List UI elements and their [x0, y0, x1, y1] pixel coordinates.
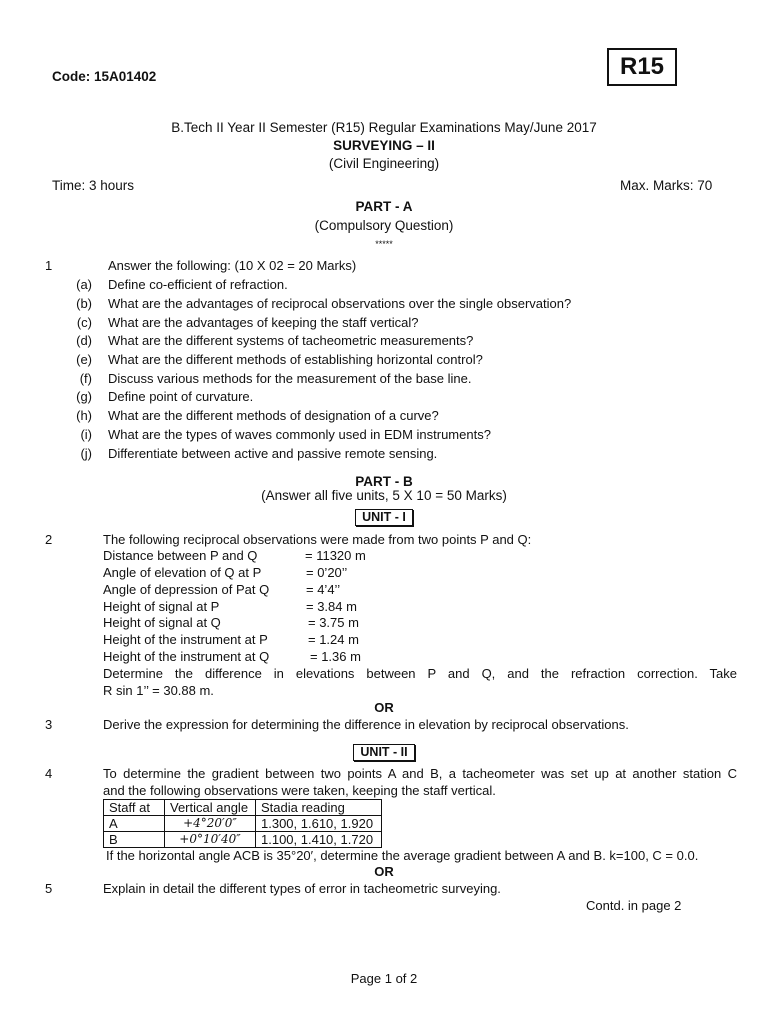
question-3-text: Derive the expression for determining the difference in elevation by reciprocal observations.: [103, 717, 629, 732]
question-number-4: 4: [45, 766, 53, 781]
list-item: Discuss various methods for the measurement of the base line.: [108, 371, 472, 386]
list-item-label: (g): [76, 389, 92, 404]
list-item-label: (f): [79, 371, 92, 386]
list-item-label: (d): [76, 333, 92, 348]
list-item-label: (j): [80, 446, 92, 461]
data-value: = 1.24 m: [308, 632, 359, 647]
data-label: Angle of depression of Pat Q: [103, 582, 270, 597]
column-header: Staff at: [104, 800, 165, 816]
list-item-label: (e): [76, 352, 92, 367]
data-value: = 11320 m: [305, 548, 366, 563]
data-label: Height of signal at Q: [103, 615, 221, 630]
question-1-instruction: Answer the following: (10 X 02 = 20 Marks): [108, 258, 357, 273]
max-marks: Max. Marks: 70: [620, 178, 713, 193]
exam-title: B.Tech II Year II Semester (R15) Regular Examinations May/June 2017: [171, 120, 597, 135]
regulation-badge: R15: [607, 48, 677, 86]
unit-1-heading: UNIT - I: [355, 509, 413, 526]
question-2-task-line2: R sin 1’’ = 30.88 m.: [103, 683, 214, 698]
list-item: What are the different methods of designation of a curve?: [108, 408, 439, 423]
table-row: [104, 816, 382, 832]
or-separator-2: OR: [374, 864, 394, 879]
list-item: Define point of curvature.: [108, 389, 254, 404]
data-label: Height of the instrument at P: [103, 632, 268, 647]
list-item-label: (b): [76, 296, 92, 311]
question-number-1: 1: [45, 258, 53, 273]
table-cell: 1.300, 1.610, 1.920: [256, 816, 382, 832]
data-value: = 4’4’’: [306, 582, 341, 597]
subject-title: SURVEYING – II: [333, 138, 435, 153]
data-label: Distance between P and Q: [103, 548, 258, 563]
table-row: [104, 832, 382, 848]
part-b-subtitle: (Answer all five units, 5 X 10 = 50 Marks): [261, 488, 507, 503]
table-cell: A: [104, 816, 165, 832]
part-a-subtitle: (Compulsory Question): [314, 218, 454, 233]
page-number: Page 1 of 2: [350, 971, 418, 986]
part-a-title: PART - A: [355, 199, 413, 214]
data-label: Height of the instrument at Q: [103, 649, 270, 664]
separator-stars: *****: [375, 239, 393, 249]
unit-2-heading: UNIT - II: [353, 744, 414, 761]
branch: (Civil Engineering): [328, 156, 440, 171]
question-number-5: 5: [45, 881, 53, 896]
column-header: Stadia reading: [256, 800, 382, 816]
list-item: What are the different systems of tacheometric measurements?: [108, 333, 474, 348]
data-value: = 1.36 m: [310, 649, 361, 664]
column-header: Vertical angle: [165, 800, 256, 816]
table-cell: +0°10′40″: [165, 832, 256, 848]
question-4-task: If the horizontal angle ACB is 35°20′, determine the average gradient between A and B. k=100, C = 0.0.: [106, 848, 699, 863]
list-item-label: (h): [76, 408, 92, 423]
exam-time: Time: 3 hours: [52, 178, 135, 193]
data-value: = 3.84 m: [306, 599, 357, 614]
or-separator-1: OR: [374, 700, 394, 715]
list-item: What are the advantages of reciprocal observations over the single observation?: [108, 296, 572, 311]
paper-code: Code: 15A01402: [52, 69, 157, 84]
data-label: Height of signal at P: [103, 599, 220, 614]
data-value: = 3.75 m: [308, 615, 359, 630]
list-item: Define co-efficient of refraction.: [108, 277, 288, 292]
list-item-label: (c): [76, 315, 92, 330]
table-cell: +4°20′0″: [165, 816, 256, 832]
list-item: Differentiate between active and passive remote sensing.: [108, 446, 438, 461]
list-item: What are the different methods of establishing horizontal control?: [108, 352, 483, 367]
observation-table: [103, 799, 382, 848]
question-5-text: Explain in detail the different types of error in tacheometric surveying.: [103, 881, 501, 896]
question-2-intro: The following reciprocal observations were made from two points P and Q:: [103, 532, 532, 547]
table-cell: 1.100, 1.410, 1.720: [256, 832, 382, 848]
question-4-line1: To determine the gradient between two points A and B, a tacheometer was set up at another station C: [103, 766, 737, 781]
question-4-line2: and the following observations were taken, keeping the staff vertical.: [103, 783, 496, 798]
list-item: What are the advantages of keeping the staff vertical?: [108, 315, 419, 330]
question-2-task-line1: Determine the difference in elevations between P and Q, and the refraction correction. Take: [103, 666, 737, 681]
question-number-3: 3: [45, 717, 53, 732]
question-number-2: 2: [45, 532, 53, 547]
table-header-row: [104, 800, 382, 816]
list-item-label: (a): [76, 277, 92, 292]
continued-note: Contd. in page 2: [586, 898, 682, 913]
data-value: = 0’20’’: [306, 565, 348, 580]
table-cell: B: [104, 832, 165, 848]
part-b-title: PART - B: [355, 474, 413, 489]
list-item: What are the types of waves commonly used in EDM instruments?: [108, 427, 491, 442]
data-label: Angle of elevation of Q at P: [103, 565, 262, 580]
list-item-label: (i): [80, 427, 92, 442]
